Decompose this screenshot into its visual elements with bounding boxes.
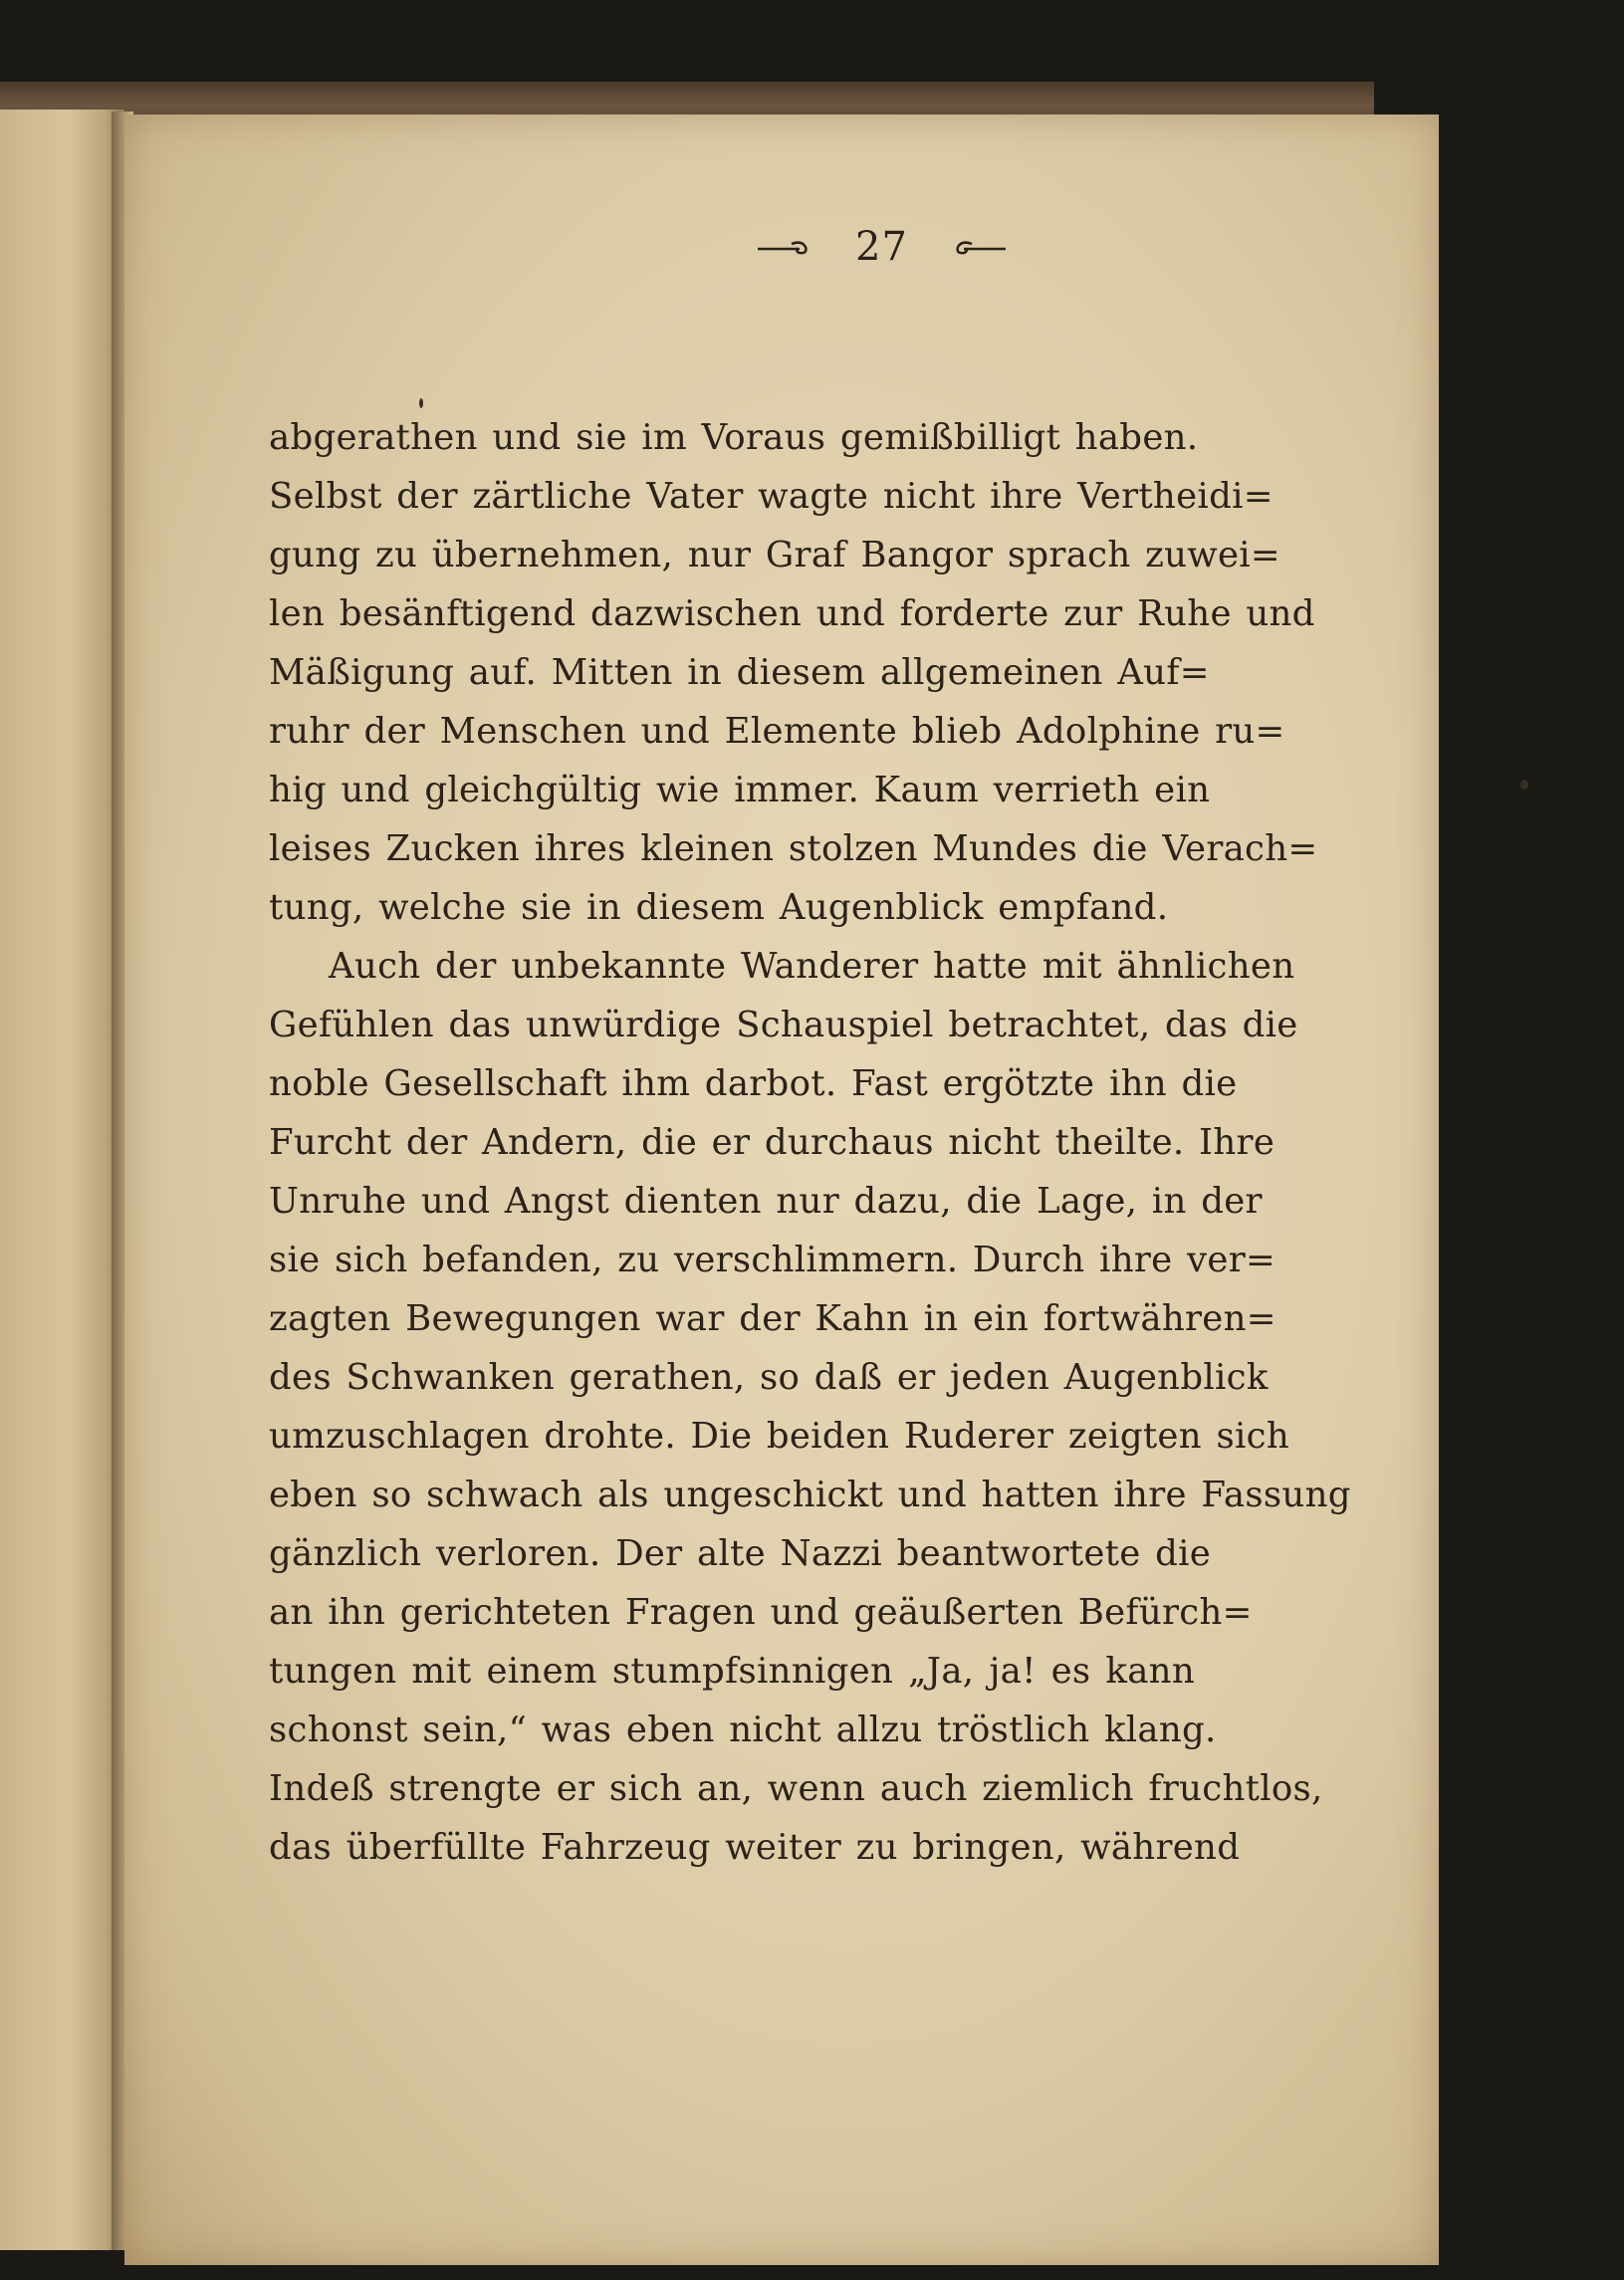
text-line: Unruhe und Angst dienten nur dazu, die Lage, in der xyxy=(269,1181,1263,1222)
right-ornament-icon xyxy=(946,236,1008,258)
text-line: Furcht der Andern, die er durchaus nicht theilte. Ihre xyxy=(269,1122,1276,1163)
text-line: zagten Bewegungen war der Kahn in ein fortwähren= xyxy=(269,1298,1276,1339)
text-line: das überfüllte Fahrzeug weiter zu bringen, während xyxy=(269,1827,1241,1868)
text-line: eben so schwach als ungeschickt und hatten ihre Fassung xyxy=(269,1475,1351,1515)
text-line: noble Gesellschaft ihm darbot. Fast ergötzte ihn die xyxy=(269,1063,1238,1104)
text-line: Indeß strengte er sich an, wenn auch ziemlich fruchtlos, xyxy=(269,1768,1323,1809)
text-line: Gefühlen das unwürdige Schauspiel betrachtet, das die xyxy=(269,1005,1298,1045)
text-line: tung, welche sie in diesem Augenblick empfand. xyxy=(269,887,1169,928)
text-line: hig und gleichgültig wie immer. Kaum verrieth ein xyxy=(269,770,1211,810)
paper-speck xyxy=(419,398,423,408)
text-line: des Schwanken gerathen, so daß er jeden Augenblick xyxy=(269,1357,1269,1398)
left-page-edge xyxy=(0,110,124,2250)
left-ornament-icon xyxy=(756,236,817,258)
body-text xyxy=(269,408,1351,1877)
page-header xyxy=(0,224,1624,294)
text-line: ruhr der Menschen und Elemente blieb Adolphine ru= xyxy=(269,711,1285,752)
text-line: leises Zucken ihres kleinen stolzen Mundes die Verach= xyxy=(269,828,1318,869)
text-line: gänzlich verloren. Der alte Nazzi beantwortete die xyxy=(269,1533,1212,1574)
text-line: Selbst der zärtliche Vater wagte nicht ihre Vertheidi= xyxy=(269,476,1274,517)
paragraph-2 xyxy=(269,937,1351,1877)
text-line: Mäßigung auf. Mitten in diesem allgemeinen Auf= xyxy=(269,652,1210,693)
paragraph-1 xyxy=(269,408,1318,937)
text-line: an ihn gerichteten Fragen und geäußerten Befürch= xyxy=(269,1592,1253,1633)
text-line: schonst sein,“ was eben nicht allzu tröstlich klang. xyxy=(269,1710,1217,1750)
text-line: gung zu übernehmen, nur Graf Bangor sprach zuwei= xyxy=(269,535,1280,575)
text-line: tungen mit einem stumpfsinnigen „Ja, ja! es kann xyxy=(269,1651,1195,1692)
text-line: len besänftigend dazwischen und forderte zur Ruhe und xyxy=(269,593,1315,634)
text-line: sie sich befanden, zu verschlimmern. Durch ihre ver= xyxy=(269,1240,1276,1280)
text-line: abgerathen und sie im Voraus gemißbilligt haben. xyxy=(269,417,1199,458)
paper-speck xyxy=(1520,780,1528,790)
text-line: Auch der unbekannte Wanderer hatte mit ähnlichen xyxy=(329,946,1295,987)
text-line: umzuschlagen drohte. Die beiden Ruderer zeigten sich xyxy=(269,1416,1289,1457)
page-number: 27 xyxy=(855,224,908,270)
